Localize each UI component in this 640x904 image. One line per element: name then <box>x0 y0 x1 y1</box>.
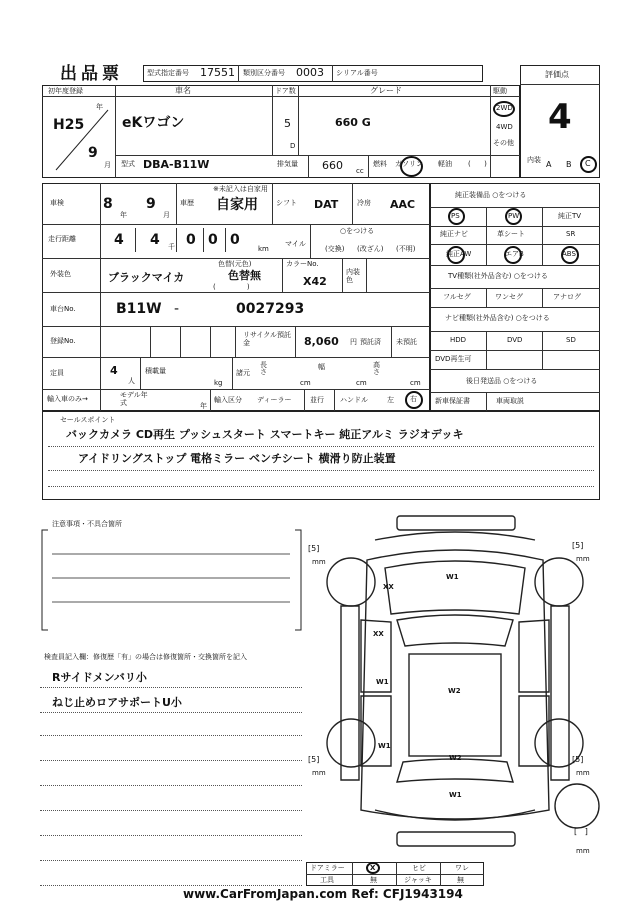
interior-b: B <box>566 160 572 169</box>
import-dealer: ディーラー <box>257 396 292 404</box>
grade-value: 660 G <box>335 116 371 129</box>
score-value: 4 <box>548 97 572 137</box>
drive-label: 駆動 <box>493 87 507 95</box>
ac-label: 冷房 <box>357 199 371 207</box>
first-reg-year-unit: 年 <box>96 103 103 111</box>
recycle-paid: 預託済 <box>360 338 381 346</box>
disp-value: 660 <box>322 159 343 172</box>
dvd-player: DVD再生可 <box>435 355 472 363</box>
grade-label: グレード <box>370 86 402 95</box>
model-year-label: モデル年式 <box>120 391 148 408</box>
chassis-label: 車台No. <box>50 305 76 313</box>
jack-value: 無 <box>457 876 464 884</box>
capacity-unit: 人 <box>128 377 135 385</box>
import-parallel: 並行 <box>310 396 324 404</box>
int-color-label: 内装色 <box>346 268 360 285</box>
mark-left-rear: W1 <box>378 742 391 750</box>
odo-tampered: (改ざん) <box>357 245 384 253</box>
sheet-title: 出品票 <box>60 64 123 84</box>
first-reg-month-unit: 月 <box>104 161 111 169</box>
inspector-label: 検査員記入欄：修復歴「有」の場合は修復箇所・交換箇所を記入 <box>44 653 247 661</box>
car-damage-diagram <box>305 510 605 855</box>
chassis-dash: - <box>174 301 180 317</box>
odo-note: ○をつける <box>340 227 375 235</box>
mark-left-door: W1 <box>376 678 389 686</box>
equip-sr: SR <box>566 230 576 238</box>
color-label: 外装色 <box>50 270 71 278</box>
ac-value: AAC <box>390 198 416 211</box>
width-label: 幅 <box>318 363 325 371</box>
equip-navi: 純正ナビ <box>440 230 468 238</box>
navi-title: ナビ種類(社外品含む) ○をつける <box>445 314 550 322</box>
recycle-label: リサイクル預託金 <box>243 331 292 348</box>
after-warranty: 新車保証書 <box>435 397 470 405</box>
after-title: 後日発送品 ○をつける <box>466 377 538 385</box>
first-reg-era: H25 <box>53 117 85 133</box>
odo-unknown: (不明) <box>396 245 416 253</box>
tread-rl: 5 <box>311 755 317 764</box>
equip-abs: ABS <box>562 250 576 258</box>
doors-suffix: D <box>290 142 296 150</box>
doors-label: ドア数 <box>275 87 296 95</box>
load-unit: kg <box>214 379 223 387</box>
mirror-mark: X <box>370 864 376 872</box>
recycle-value: 8,060 <box>304 335 339 348</box>
crack2-label: ワレ <box>455 864 469 872</box>
shift-label: シフト <box>276 199 297 207</box>
recycle-unpaid: 未預託 <box>396 338 417 346</box>
tv-analog: アナログ <box>553 293 581 301</box>
sales-points-line1: バックカメラ CD再生 プッシュスタート スマートキー 純正アルミ ラジオデッキ <box>66 428 464 441</box>
inspector-entry-1: Rサイドメンバリ小 <box>52 671 147 684</box>
score-label: 評価点 <box>545 70 569 79</box>
car-name: eKワゴン <box>122 115 185 131</box>
mark-left-fender: XX <box>373 630 384 638</box>
history-note: ※未記入は自家用 <box>213 185 268 193</box>
tool-label: 工具 <box>320 876 334 884</box>
repaint-value: 色替無 <box>228 269 261 282</box>
caution-frame <box>40 526 305 634</box>
shift-value: DAT <box>314 198 339 211</box>
model-year-unit: 年 <box>200 402 207 410</box>
type-label: 型式 <box>121 160 135 168</box>
length-label: 長さ <box>260 361 267 376</box>
equip-ps: PS <box>451 212 460 220</box>
odo-replaced: (交換) <box>325 245 345 253</box>
fuel-label: 燃料 <box>373 160 387 168</box>
capacity-label: 定員 <box>50 369 64 377</box>
model-cert-label: 型式指定番号 <box>147 69 189 77</box>
inspection-year: 8 <box>103 196 113 212</box>
class-label: 類別区分番号 <box>243 69 285 77</box>
color-no-label: カラーNo. <box>286 260 319 268</box>
interior-a: A <box>546 160 552 169</box>
first-reg-month: 9 <box>88 145 98 161</box>
color-value: ブラックマイカ <box>108 271 185 284</box>
inspection-month-unit: 月 <box>163 211 170 219</box>
tv-title: TV種類(社外品含む) ○をつける <box>448 272 548 280</box>
chassis-prefix: B11W <box>116 301 162 317</box>
doors-value: 5 <box>284 117 291 130</box>
history-label: 車歴 <box>180 199 194 207</box>
reg-no-label: 登録No. <box>50 337 76 345</box>
equip-pw: PW <box>508 212 520 220</box>
color-no-value: X42 <box>303 275 327 288</box>
navi-dvd: DVD <box>507 336 523 344</box>
name-label: 車名 <box>175 86 191 95</box>
dims-label: 諸元 <box>236 369 250 377</box>
tv-fullseg: フルセグ <box>443 293 471 301</box>
after-manual: 車両取説 <box>496 397 524 405</box>
chassis-number: 0027293 <box>236 301 305 317</box>
mark-hood: W1 <box>446 573 459 581</box>
inspection-year-unit: 年 <box>120 211 127 219</box>
sales-points-line2: アイドリングストップ 電格ミラー ベンチシート 横滑り防止装置 <box>78 452 396 465</box>
handle-left: 左 <box>387 396 394 404</box>
mark-front-left: XX <box>383 583 394 591</box>
mileage-digits: 4 4 千 0 0 0 km <box>100 226 280 256</box>
drive-other: その他 <box>493 139 514 147</box>
equipment-title: 純正装備品 ○をつける <box>455 191 527 199</box>
mark-roof: W2 <box>448 687 461 695</box>
sales-points-label: セールスポイント <box>60 416 116 424</box>
drive-4wd: 4WD <box>496 123 513 131</box>
fuel-diesel: 軽油 <box>438 160 452 168</box>
mileage-label: 走行距離 <box>48 235 76 243</box>
interior-label: 内装 <box>527 156 541 164</box>
tread-fr: 5 <box>575 541 581 550</box>
history-value: 自家用 <box>216 197 258 213</box>
drive-2wd: 2WD <box>496 104 513 112</box>
class-value: 0003 <box>296 66 324 79</box>
import-type-label: 輸入区分 <box>214 396 242 404</box>
tool-value: 無 <box>370 876 377 884</box>
equip-airbag: エアB <box>505 250 524 258</box>
equip-tv: 純正TV <box>558 212 582 220</box>
serial-label: シリアル番号 <box>336 69 378 77</box>
import-label: 輸入車のみ→ <box>47 395 88 403</box>
tv-oneseg: ワンセグ <box>495 293 523 301</box>
load-label: 積載量 <box>145 367 166 375</box>
height-label: 高さ <box>373 361 380 376</box>
navi-hdd: HDD <box>450 336 467 344</box>
disp-unit: cc <box>356 167 364 175</box>
type-value: DBA-B11W <box>143 158 210 171</box>
handle-right: 右 <box>410 395 417 403</box>
disp-label: 排気量 <box>277 160 298 168</box>
recycle-unit: 円 <box>350 338 357 346</box>
repaint-label: 色替(元色) <box>218 260 252 268</box>
inspection-month: 9 <box>146 196 156 212</box>
watermark: www.CarFromJapan.com Ref: CFJ1943194 <box>183 887 463 901</box>
tread-fl: 5 <box>311 544 317 553</box>
mirror-label: ドアミラー <box>310 864 345 872</box>
jack-label: ジャッキ <box>404 876 432 884</box>
navi-sd: SD <box>566 336 576 344</box>
capacity-value: 4 <box>110 364 118 377</box>
caution-label: 注意事項・不具合箇所 <box>52 520 122 528</box>
first-reg-label: 初年度登録 <box>48 87 83 95</box>
inspection-label: 車検 <box>50 199 64 207</box>
equip-leather: 革シート <box>497 230 525 238</box>
mark-rear: W2 <box>449 754 462 762</box>
mile-label: マイル <box>285 240 306 248</box>
fuel-gasoline: ガソリン <box>395 160 423 168</box>
tread-rr: 5 <box>575 755 581 764</box>
handle-label: ハンドル <box>340 396 368 404</box>
model-cert-value: 17551 <box>200 66 235 79</box>
mark-rear-bumper: W1 <box>449 791 462 799</box>
equip-aw: 純正AW <box>446 250 472 258</box>
crack-label: ヒビ <box>412 864 426 872</box>
inspector-entry-2: ねじ止めロアサポートU小 <box>52 696 182 709</box>
interior-c: C <box>585 159 591 168</box>
